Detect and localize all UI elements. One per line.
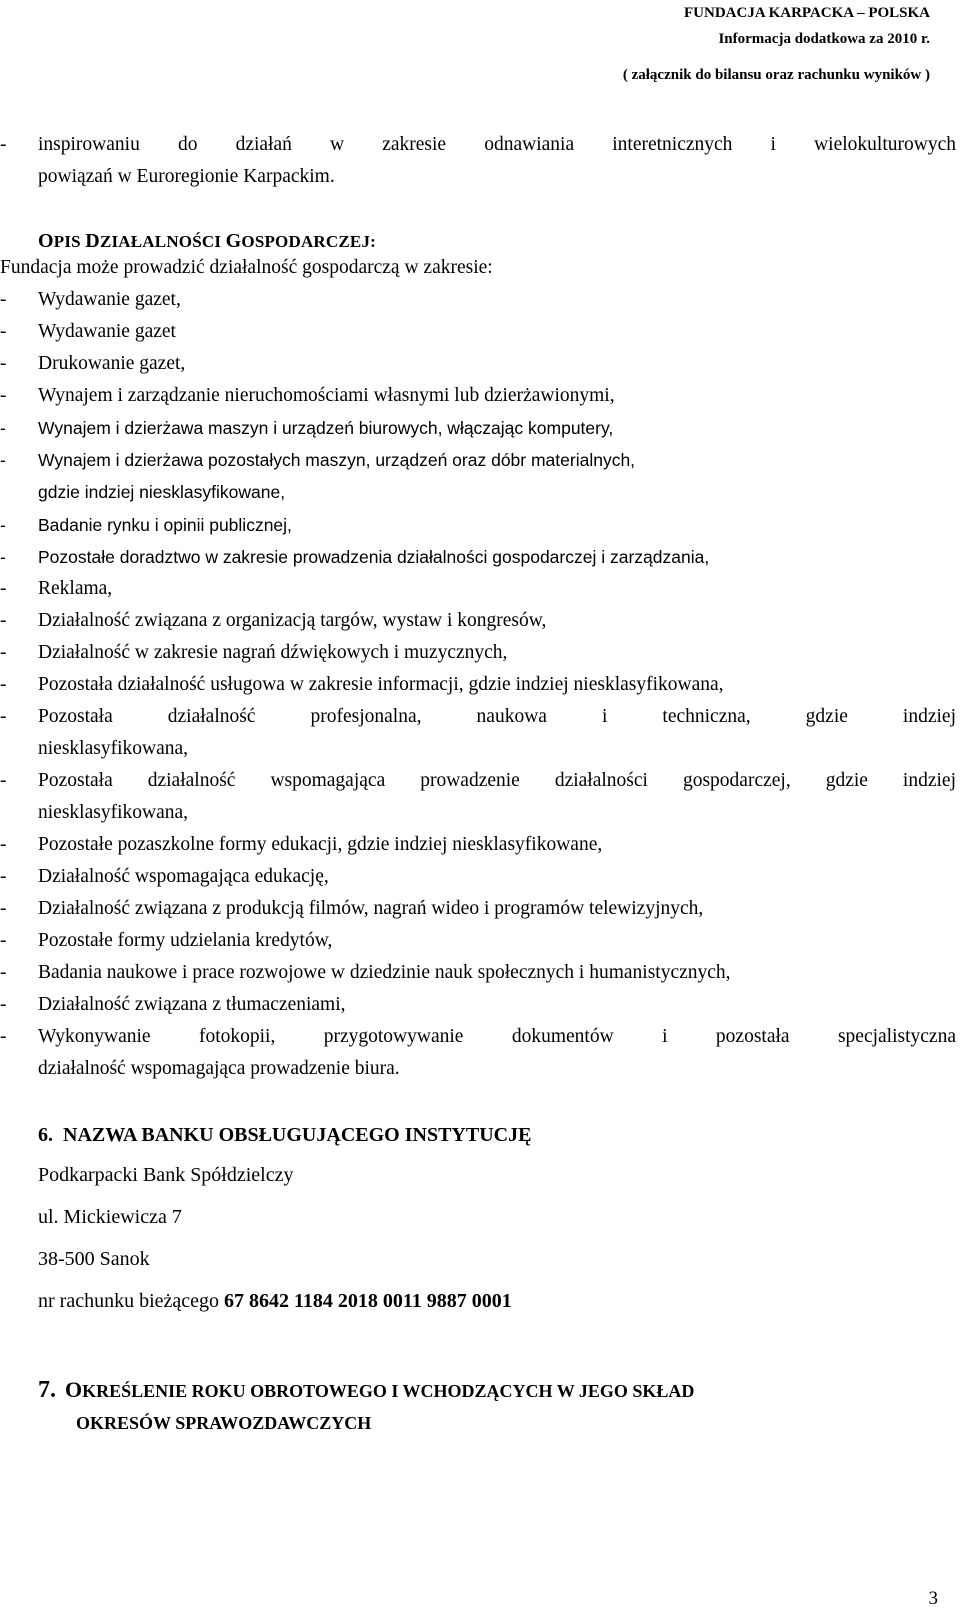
list-item-text: Wynajem i dzierżawa pozostałych maszyn, urządzeń oraz dóbr materialnych, xyxy=(38,450,636,471)
list-item-text: Badanie rynku i opinii publicznej, xyxy=(38,514,292,535)
bank-account: nr rachunku bieżącego 67 8642 1184 2018 0011 9887 0001 xyxy=(38,1290,512,1313)
list-item xyxy=(0,477,960,507)
list-item: - Wykonywanie fotokopii, przygotowywanie dokumentów i pozostała specjalistyczna xyxy=(0,1026,956,1048)
list-item xyxy=(0,862,960,892)
page-number: 3 xyxy=(928,1588,938,1609)
list-item xyxy=(0,830,960,860)
list-item xyxy=(0,574,960,604)
list-item xyxy=(0,958,960,988)
list-item-text: Wynajem i dzierżawa maszyn i urządzeń biurowych, włączając komputery, xyxy=(38,418,614,438)
list-item-text: Wykonywanie fotokopii, przygotowywanie dokumentów i pozostała specjalistyczna xyxy=(38,1026,956,1048)
list-dash: - xyxy=(0,289,7,310)
list-dash: - xyxy=(0,353,7,374)
list-item xyxy=(0,510,960,540)
list-dash: - xyxy=(0,642,7,664)
list-item: - Pozostała działalność wspomagająca prowadzenie działalności gospodarczej, gdzie indziej xyxy=(0,770,956,792)
list-dash: - xyxy=(0,134,7,155)
list-item-text: Pozostała działalność wspomagająca prowadzenie działalności gospodarczej, gdzie indziej xyxy=(38,770,956,792)
list-item-continuation xyxy=(0,162,960,192)
list-item-text: Działalność związana z tłumaczeniami, xyxy=(38,994,346,1016)
list-dash: - xyxy=(0,674,7,696)
list-dash: - xyxy=(0,866,7,888)
list-item-text: Pozostała działalność usługowa w zakresie informacji, gdzie indziej niesklasyfikowana, xyxy=(38,674,724,696)
list-item: - Pozostała działalność profesjonalna, naukowa i techniczna, gdzie indziej xyxy=(0,706,956,728)
bank-street: ul. Mickiewicza 7 xyxy=(38,1206,182,1229)
list-item xyxy=(0,894,960,924)
document-header xyxy=(623,0,930,88)
bank-name: Podkarpacki Bank Spółdzielczy xyxy=(38,1164,294,1187)
list-item xyxy=(0,990,960,1020)
list-item xyxy=(0,670,960,700)
list-item xyxy=(0,542,960,572)
list-item-text: Badania naukowe i prace rozwojowe w dziedzinie nauk społecznych i humanistycznych, xyxy=(38,962,731,984)
list-item-text: Pozostałe doradztwo w zakresie prowadzenia działalności gospodarczej i zarządzania, xyxy=(38,546,710,567)
list-dash: - xyxy=(0,418,6,438)
list-item-text: Wynajem i zarządzanie nieruchomościami własnymi lub dzierżawionymi, xyxy=(38,385,615,406)
list-item xyxy=(0,381,960,411)
list-item-text: gdzie indziej niesklasyfikowane, xyxy=(38,482,286,503)
list-item-text: Działalność związana z produkcją filmów, nagrań wideo i programów telewizyjnych, xyxy=(38,898,704,920)
list-item-text: inspirowaniu do działań w zakresie odnawiania interetnicznych i wielokulturowych xyxy=(38,134,956,155)
list-item-text: Pozostałe pozaszkolne formy edukacji, gdzie indziej niesklasyfikowane, xyxy=(38,834,603,856)
list-item xyxy=(0,926,960,956)
list-item xyxy=(0,317,960,347)
header-subtitle: Informacja dodatkowa za 2010 r. xyxy=(718,31,930,47)
list-dash: - xyxy=(0,930,7,952)
list-dash: - xyxy=(0,578,7,600)
activity-list-b xyxy=(0,413,960,572)
list-item-text: Drukowanie gazet, xyxy=(38,353,186,374)
list-dash: - xyxy=(0,450,6,471)
activity-list-c xyxy=(0,574,960,700)
list-item-text: Pozostałe formy udzielania kredytów, xyxy=(38,930,333,952)
list-dash: - xyxy=(0,994,7,1016)
list-dash: - xyxy=(0,514,6,535)
list-item xyxy=(0,413,960,443)
list-dash: - xyxy=(0,321,7,342)
list-item-text: Działalność w zakresie nagrań dźwiękowych i muzycznych, xyxy=(38,642,508,664)
list-item-text: Wydawanie gazet xyxy=(38,321,176,342)
list-item xyxy=(0,130,960,160)
section-intro: Fundacja może prowadzić działalność gospodarczą w zakresie: xyxy=(0,257,493,278)
list-item-text: Pozostała działalność profesjonalna, naukowa i techniczna, gdzie indziej xyxy=(38,706,956,728)
list-dash: - xyxy=(0,834,7,856)
list-dash: - xyxy=(0,898,7,920)
bank-city: 38-500 Sanok xyxy=(38,1248,150,1271)
document-body xyxy=(0,130,960,1439)
list-item xyxy=(0,606,960,636)
list-item-continuation: działalność wspomagająca prowadzenie biura. xyxy=(38,1058,400,1080)
list-item-text: powiązań w Euroregionie Karpackim. xyxy=(38,166,335,187)
list-dash: - xyxy=(0,610,7,632)
list-item xyxy=(0,638,960,668)
list-item xyxy=(0,285,960,315)
section-title-gospodarcza: OPIS DZIAŁALNOŚCI GOSPODARCZEJ: xyxy=(38,230,377,252)
section-7-heading: 7. OKREŚLENIE ROKU OBROTOWEGO I WCHODZĄCYCH W JEGO SKŁAD OKRESÓW SPRAWOZDAWCZYCH xyxy=(38,1377,695,1434)
list-item-text: Reklama, xyxy=(38,578,113,600)
list-dash: - xyxy=(0,962,7,984)
activity-list-a xyxy=(0,285,960,411)
list-dash: - xyxy=(0,546,6,567)
list-item-text: Działalność wspomagająca edukację, xyxy=(38,866,329,888)
section-6-heading: 6. NAZWA BANKU OBSŁUGUJĄCEGO INSTYTUCJĘ xyxy=(38,1124,532,1147)
list-item xyxy=(0,445,960,475)
activity-list-d xyxy=(0,830,960,1020)
list-item-continuation: niesklasyfikowana, xyxy=(38,738,189,760)
list-item-text: Działalność związana z organizacją targów, wystaw i kongresów, xyxy=(38,610,547,632)
list-dash: - xyxy=(0,385,7,406)
list-item-continuation: niesklasyfikowana, xyxy=(38,802,189,824)
account-number: 67 8642 1184 2018 0011 9887 0001 xyxy=(224,1290,512,1313)
header-organization: FUNDACJA KARPACKA – POLSKA xyxy=(684,5,930,21)
list-item xyxy=(0,349,960,379)
header-note: ( załącznik do bilansu oraz rachunku wyników ) xyxy=(622,67,930,83)
list-item-text: Wydawanie gazet, xyxy=(38,289,181,310)
